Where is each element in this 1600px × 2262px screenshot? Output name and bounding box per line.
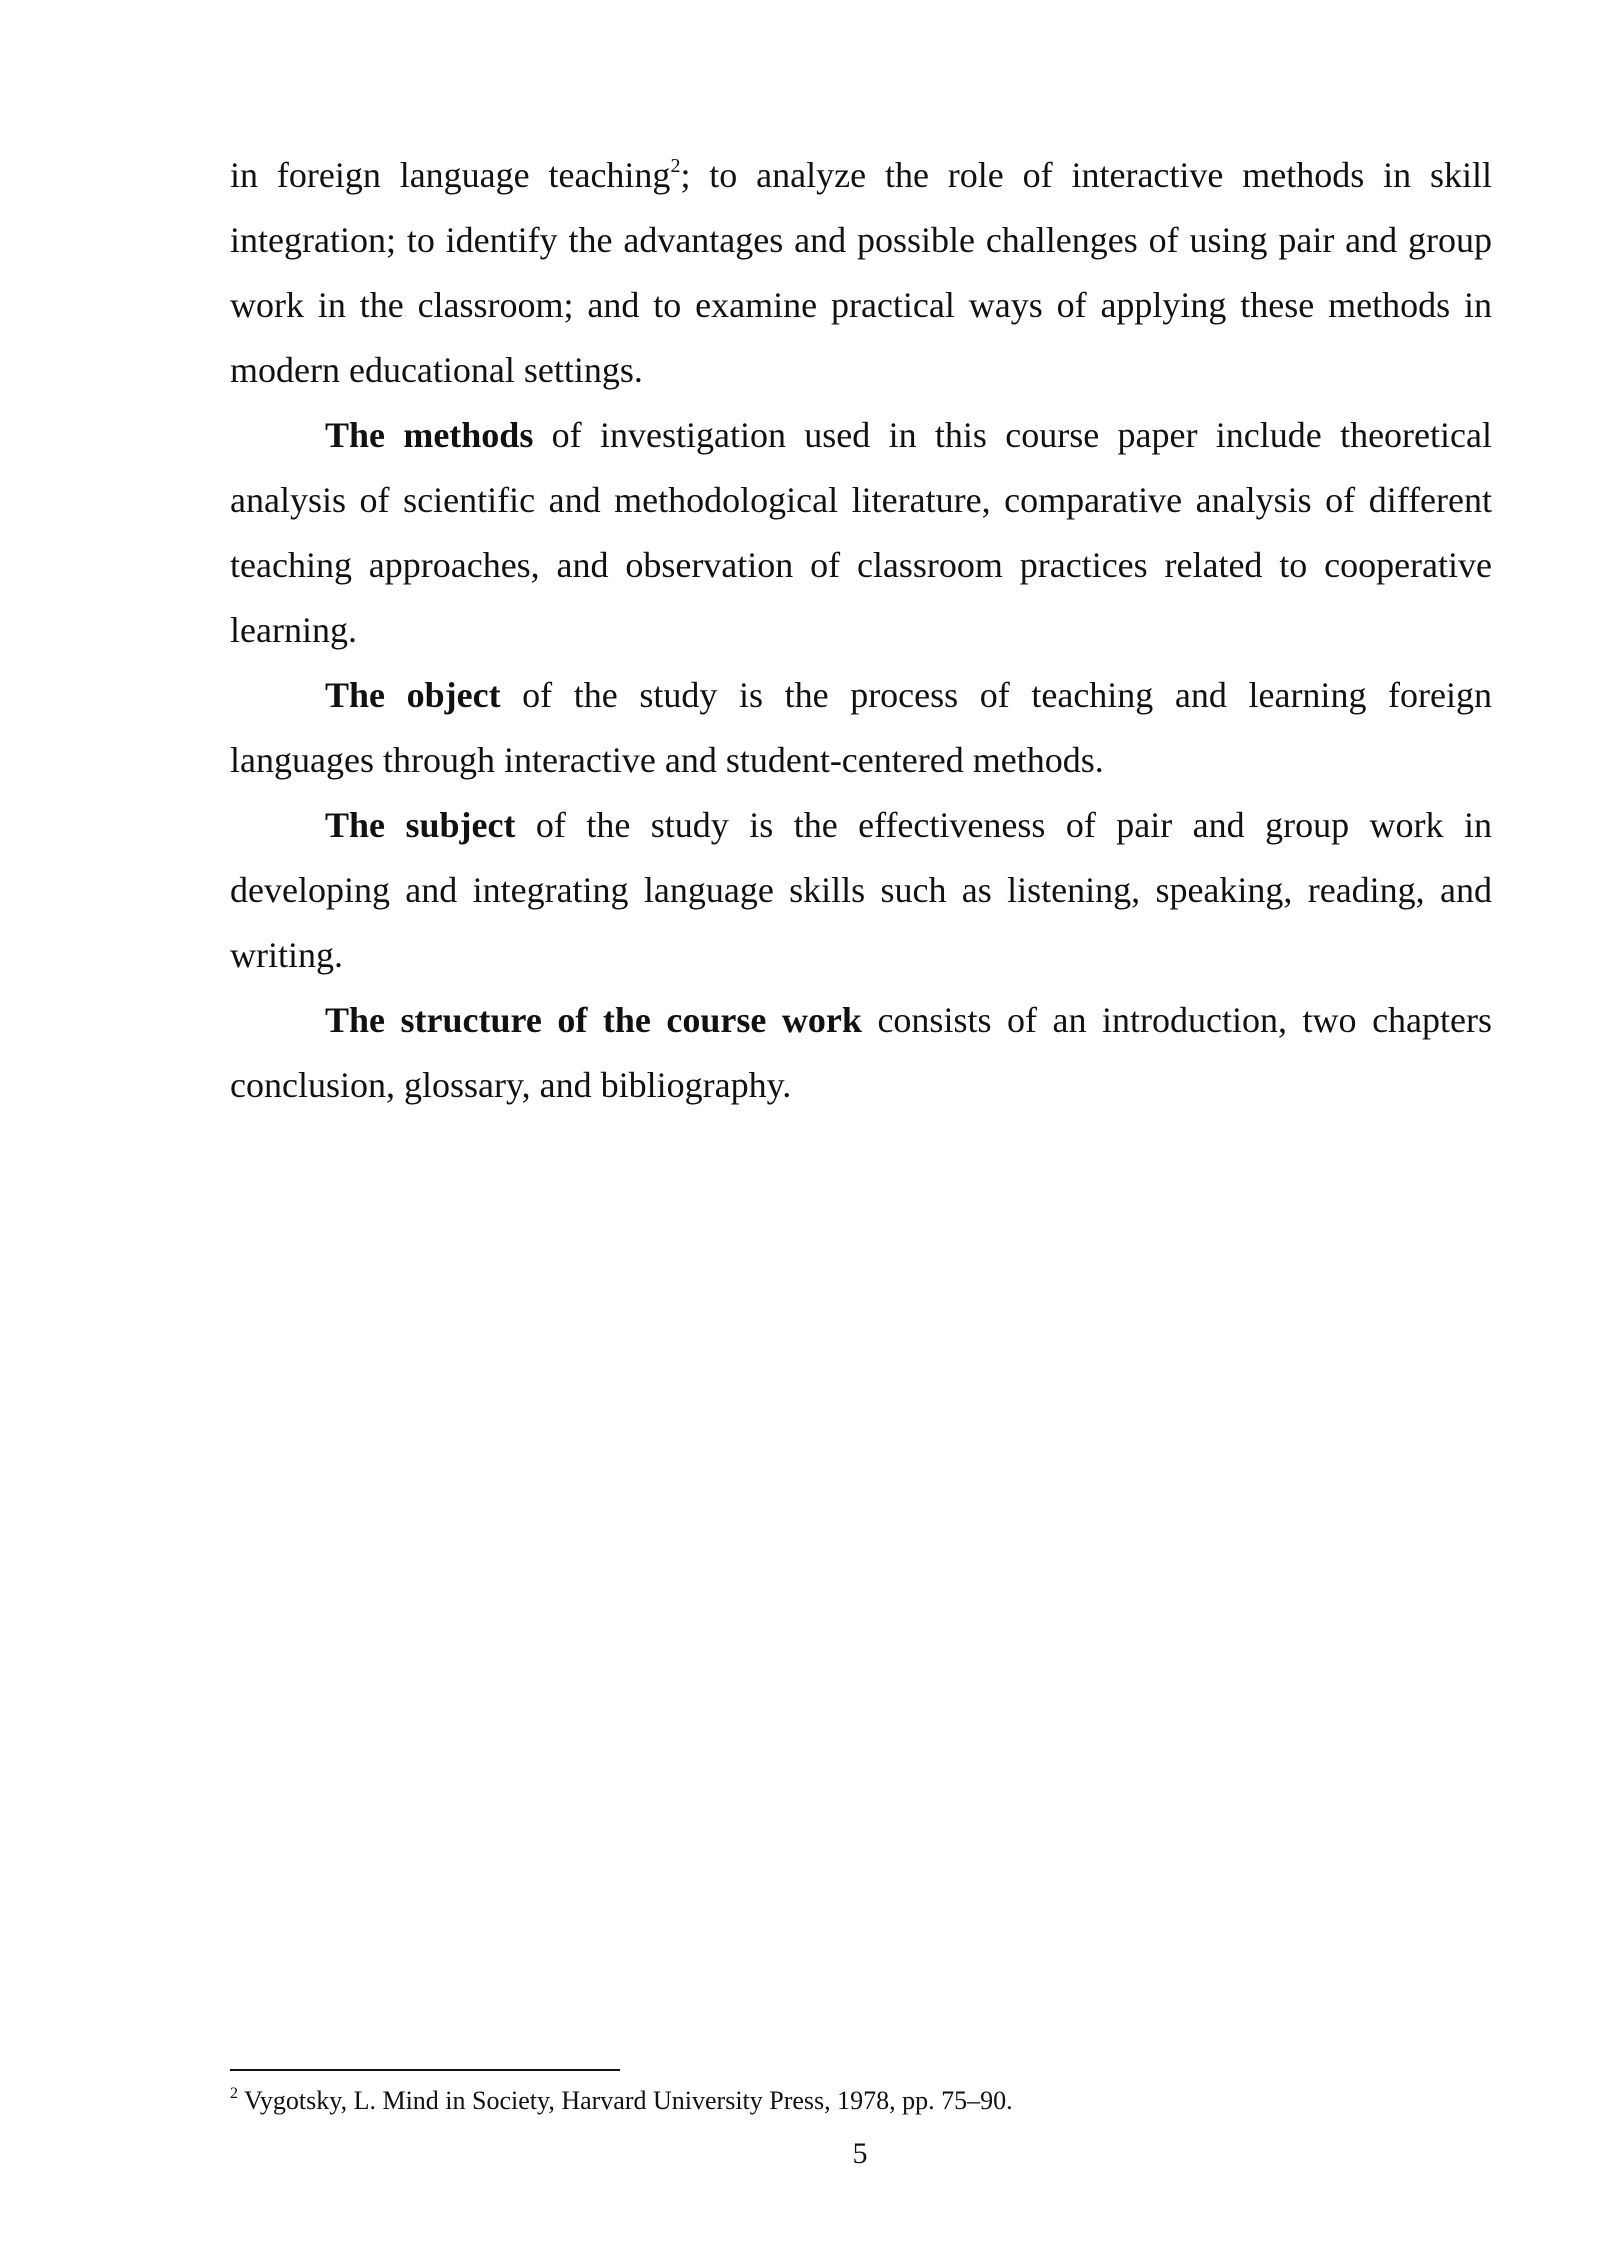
- paragraph-structure: [230, 988, 1492, 1118]
- footnote-separator: [230, 2069, 620, 2071]
- paragraph-text: in foreign language teaching: [230, 155, 671, 195]
- paragraph-subject: [230, 793, 1492, 988]
- body-text: [230, 143, 1492, 1118]
- paragraph-text: of investigation used in this course paper include theoretical analysis of scientific and methodological literature, comparative analysis of different teaching approaches, and observation of classroom practices related to cooperative learning.: [230, 415, 1492, 650]
- paragraph-text: of the study is the effectiveness of pair and group work in developing and integrating language skills such as listening, speaking, reading, and writing.: [230, 805, 1492, 975]
- paragraph-lead-methods: The methods: [325, 415, 534, 455]
- footnote: [230, 2084, 1492, 2118]
- paragraph-lead-object: The object: [325, 675, 501, 715]
- footnote-number: 2: [230, 2085, 238, 2102]
- footnote-text: Vygotsky, L. Mind in Society, Harvard University Press, 1978, pp. 75–90.: [238, 2086, 1013, 2115]
- paragraph-object: [230, 663, 1492, 793]
- paragraph-methods: [230, 403, 1492, 663]
- paragraph-lead-structure: The structure of the course work: [325, 1000, 862, 1040]
- page-number: 5: [852, 2137, 868, 2170]
- paragraph-text: of the study is the process of teaching and learning foreign languages through interactive and student-centered methods.: [230, 675, 1493, 780]
- paragraph-aims-continuation: [230, 143, 1492, 403]
- paragraph-text: ; to analyze the role of interactive methods in skill integration; to identify the advantages and possible challenges of using pair and group work in the classroom; and to examine practical ways of applying these methods in modern educational settings.: [230, 155, 1492, 390]
- footnote-reference[interactable]: 2: [670, 155, 681, 177]
- paragraph-lead-subject: The subject: [325, 805, 516, 845]
- paragraph-text: consists of an introduction, two chapters conclusion, glossary, and bibliography.: [230, 1000, 1493, 1105]
